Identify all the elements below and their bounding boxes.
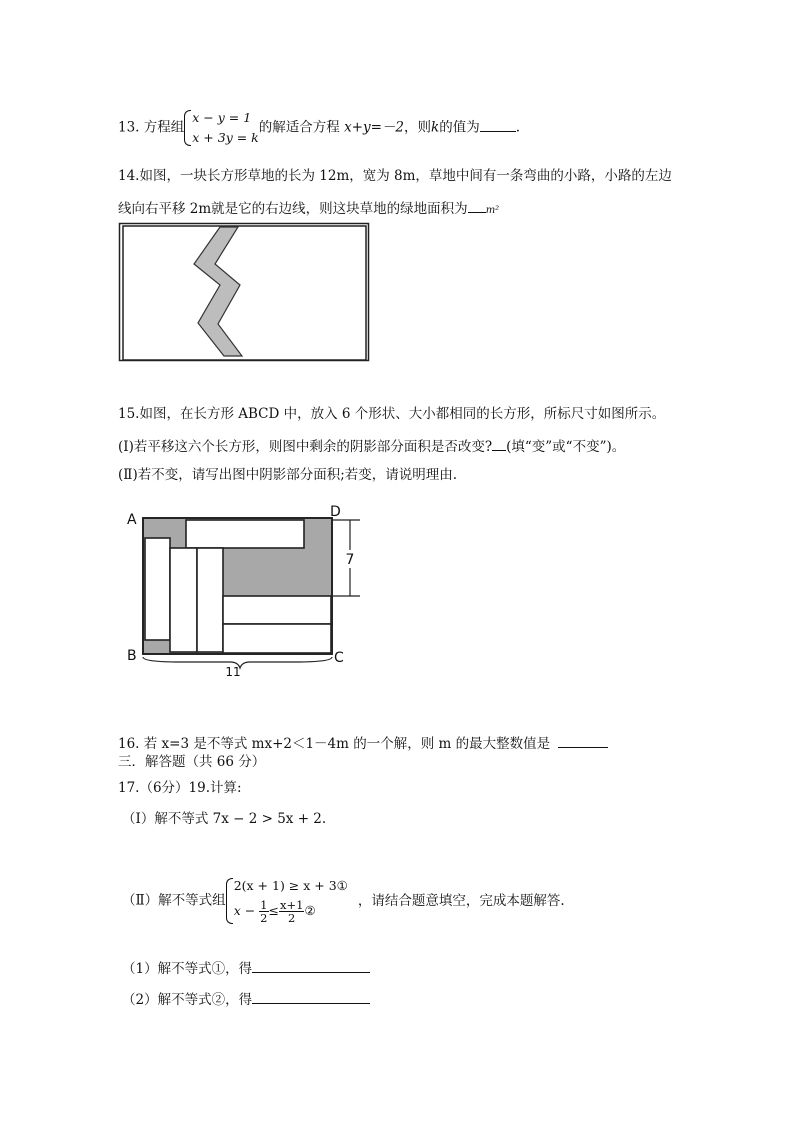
q17-fraction-2: $\frac{x+1}{2}$: [279, 898, 304, 925]
q16-text: 16. 若 x=3 是不等式 mx+2＜1－4m 的一个解，则 m 的最大整数值是: [118, 736, 551, 752]
small-rect-vertical-2: [170, 548, 197, 652]
question-14-line-2: [118, 198, 499, 220]
q13-variable: k: [431, 119, 440, 136]
q15-rectangles-figure: [120, 500, 370, 680]
question-14-line-1: 14.如图，一块长方形草地的长为 12m，宽为 8m，草地中间有一条弯曲的小路，小路的左边: [118, 168, 672, 184]
question-17-part-1: （Ⅰ）解不等式 7x − 2 > 5x + 2.: [122, 811, 327, 827]
q17-inequality-2: x − $\frac{1}{2}$ ≤ $\frac{x+1}{2}$ ②: [233, 898, 316, 925]
q14-lawn-figure: [118, 222, 370, 364]
q15-answer-blank[interactable]: [492, 436, 506, 451]
q17-inequality-system: [226, 876, 348, 926]
q13-equation-system: [184, 108, 258, 148]
q17-step-1-text: （1）解不等式①，得: [122, 961, 253, 977]
q13-equation-1: x − y = 1: [192, 110, 252, 125]
small-rect-horizontal-2: [223, 624, 331, 653]
small-rect-vertical-3: [197, 548, 223, 652]
q15-line-2-hint: (填“变”或“不变”)。: [506, 439, 626, 455]
q17-step-2-text: （2）解不等式②，得: [122, 992, 253, 1008]
q13-answer-blank[interactable]: [480, 117, 516, 132]
q13-text-a: 方程组: [143, 119, 185, 136]
dimension-label-right: 7: [345, 552, 355, 568]
question-15-line-3: (Ⅱ)若不变，请写出图中阴影部分面积;若变，请说明理由.: [118, 467, 458, 483]
q17-inequality-1: 2(x + 1) ≥ x + 3①: [233, 878, 348, 893]
q17-part-2-suffix: ，请结合题意填空，完成本题解答.: [357, 892, 565, 909]
question-16: [118, 733, 608, 753]
q17-part-2-prefix: （Ⅱ）解不等式组: [122, 892, 226, 909]
q17-step-1-blank[interactable]: [252, 958, 370, 973]
corner-label-d: D: [330, 504, 341, 520]
question-15-line-1: 15.如图，在长方形 ABCD 中，放入 6 个形状、大小都相同的长方形，所标尺寸如图所示。: [118, 406, 666, 422]
q14-unit: m²: [485, 205, 500, 216]
corner-label-a: A: [127, 512, 137, 528]
q14-answer-blank[interactable]: [468, 198, 486, 213]
q17-step-2-blank[interactable]: [252, 989, 370, 1004]
q16-answer-blank[interactable]: [558, 733, 608, 748]
dimension-label-bottom: 11: [225, 665, 241, 679]
q13-text-c: ，则: [404, 119, 432, 136]
corner-label-c: C: [334, 650, 344, 666]
lawn-outer-frame: [120, 224, 369, 361]
q13-number: 13.: [118, 119, 140, 136]
q13-text-b: 的解适合方程: [258, 119, 340, 136]
q13-equation: x+y=－2: [344, 119, 405, 136]
small-rect-horizontal-1: [223, 596, 331, 624]
q13-text-d: 的值为: [439, 119, 480, 136]
question-17-step-2: [122, 989, 370, 1009]
q15-line-2-text: (Ⅰ)若平移这六个长方形，则图中剩余的阴影部分面积是否改变?: [118, 439, 493, 455]
section-3-title: 三．解答题（共 66 分）: [118, 754, 266, 770]
question-17-part-2: [122, 876, 565, 926]
small-rect-vertical-1: [145, 538, 170, 640]
q13-equation-2: x + 3y = k: [192, 130, 259, 145]
small-rect-top: [186, 520, 304, 548]
q14-line-2-text: 线向右平移 2m就是它的右边线，则这块草地的绿地面积为: [118, 201, 468, 217]
question-13: [118, 108, 520, 148]
corner-label-b: B: [127, 648, 137, 664]
q13-end: .: [515, 119, 520, 136]
q17-fraction-1: $\frac{1}{2}$: [260, 898, 268, 925]
question-15-line-2: [118, 436, 625, 456]
question-17-step-1: [122, 958, 370, 978]
question-17-header: 17.（6分）19.计算:: [118, 780, 242, 796]
